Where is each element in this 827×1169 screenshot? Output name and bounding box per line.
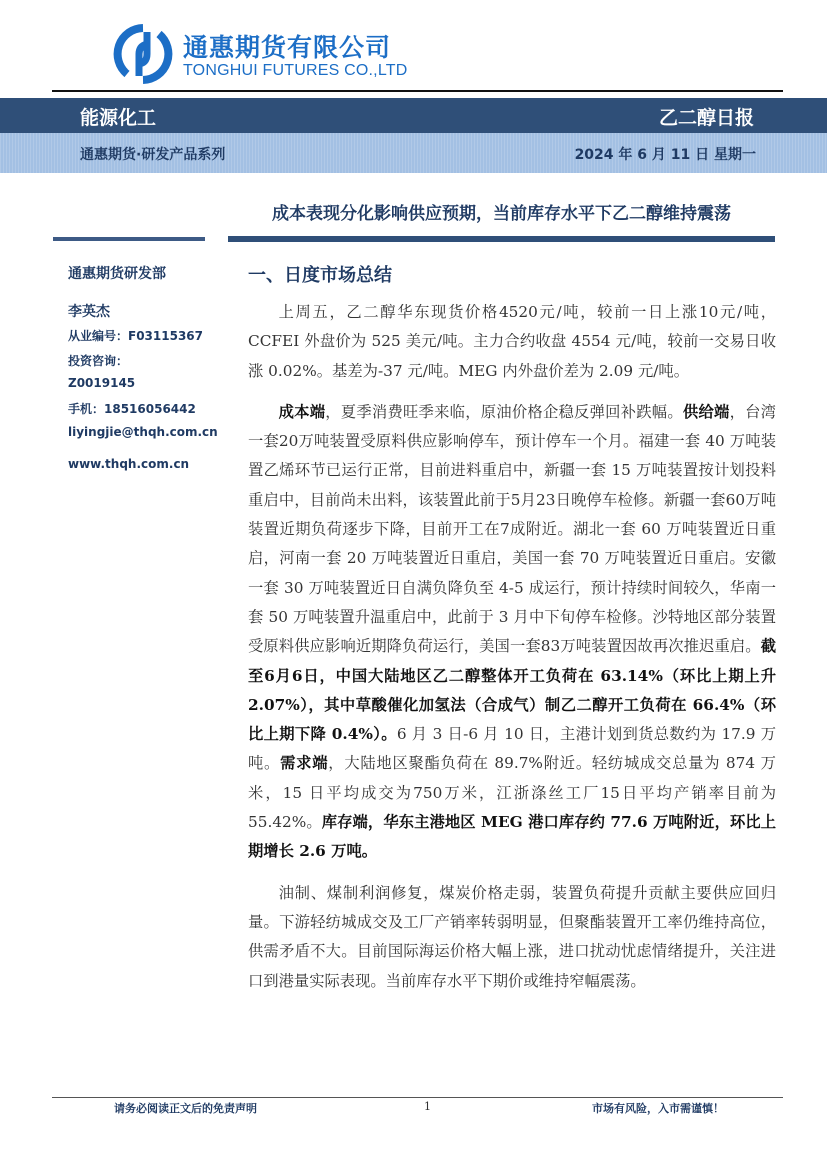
page-number: 1 (424, 1100, 431, 1113)
text-segment: ，夏季消费旺季来临，原油价格企稳反弹回补跌幅。 (325, 402, 683, 421)
highlight-operating-rate: 截至6月6日，中国大陆地区乙二醇整体开工负荷在 63.14%（环比上期上升 2.07%），其中草酸催化加氢法（合成气）制乙二醇开工负荷在 66.4%（环比上期下降 0.4%）。 (248, 637, 776, 744)
company-name-en: TONGHUI FUTURES CO.,LTD (183, 62, 408, 79)
report-date: 2024 年 6 月 11 日 星期一 (574, 147, 756, 163)
highlight-inventory: 库存端，华东主港地区 MEG 港口库存约 77.6 万吨附近，环比上期增长 2.6 万吨。 (248, 813, 777, 861)
company-logo-icon (113, 24, 173, 84)
header-divider (52, 90, 783, 92)
footer-divider (52, 1097, 783, 1098)
text-segment: 油制、煤制利润修复，煤炭价格走弱，装置负荷提升贡献主要供应回归量。下游轻纺城成交及工厂产销率转弱明显，但聚酯装置开工率仍维持高位，供需矛盾不大。目前国际海运价格大幅上涨，进口扰动忧虑情绪提升，关注进口到港量实际表现。当前库存水平下期价或维持窄幅震荡。 (248, 883, 776, 990)
dept-name: 通惠期货研发部 (68, 266, 166, 282)
consult-label: 投资咨询： (68, 354, 129, 368)
company-name-cn: 通惠期货有限公司 (183, 33, 392, 62)
report-body (248, 298, 776, 1008)
sector-label: 能源化工 (80, 107, 157, 129)
label-cost: 成本端 (278, 402, 326, 421)
report-type: 乙二醇日报 (658, 107, 754, 129)
label-supply: 供给端 (682, 402, 730, 421)
text-segment: ，大陆地区聚酯负荷在 89.7%附近。轻纺城成交总量为 874 万米，15 日平均成交为750万米，江浙涤丝工厂15日平均产销率目前为55.42%。 (248, 754, 776, 832)
website-link[interactable]: www.thqh.com.cn (68, 457, 190, 471)
text-segment: 6 月 3 日-6 月 10 日，主港计划到货总数约为 17.9 万吨。 (248, 725, 776, 773)
series-label: 通惠期货·研发产品系列 (80, 147, 226, 163)
email-link[interactable]: liyingjie@thqh.com.cn (68, 425, 218, 439)
phone: 手机：18516056442 (68, 402, 196, 416)
report-title: 成本表现分化影响供应预期，当前库存水平下乙二醇维持震荡 (272, 204, 731, 224)
text-segment: 上周五，乙二醇华东现货价格4520元/吨，较前一日上涨10元/吨，CCFEI 外盘价为 525 美元/吨。主力合约收盘 4554 元/吨，较前一交易日收涨 0.02%。基差为-37 元/吨。MEG 内外盘价差为 2.09 元/吨。 (248, 303, 776, 380)
sector-band (0, 98, 827, 133)
series-band (0, 133, 827, 173)
label-demand: 需求端 (280, 754, 329, 773)
consult-id: Z0019145 (68, 376, 136, 390)
title-rule (228, 236, 775, 242)
analyst-name: 李英杰 (68, 304, 110, 320)
paragraph-fundamentals (248, 398, 776, 867)
paragraph-market-summary (248, 298, 776, 386)
risk-notice: 市场有风险，入市需谨慎！ (592, 1102, 724, 1115)
section-heading: 一、日度市场总结 (248, 265, 392, 286)
disclaimer-link[interactable]: 请务必阅读正文后的免责声明 (114, 1102, 257, 1115)
license-number: 从业编号：F03115367 (68, 329, 203, 343)
text-segment: ，台湾一套20万吨装置受原料供应影响停车，预计停车一个月。福建一套 40 万吨装置乙烯环节已运行正常，目前进料重启中，新疆一套 15 万吨装置按计划投料重启中，目前尚未出料，该装置此前于5月23日晚停车检修。新疆一套60万吨装置近期负荷逐步下降，目前开工在7成附近。湖北一套 60 万吨装置近日重启，河南一套 20 万吨装置近日重启，美国一套 70 万吨装置近日重启。安徽一套 30 万吨装置近日自满负降负至 4-5 成运行，预计持续时间较久，华南一套 50 万吨装置升温重启中，此前于 3 月中下旬停车检修。沙特地区部分装置受原料供应影响近期降负荷运行，美国一套83万吨装置因故再次推迟重启。 (248, 402, 776, 656)
paragraph-outlook (248, 879, 776, 996)
sidebar-rule (53, 237, 205, 241)
